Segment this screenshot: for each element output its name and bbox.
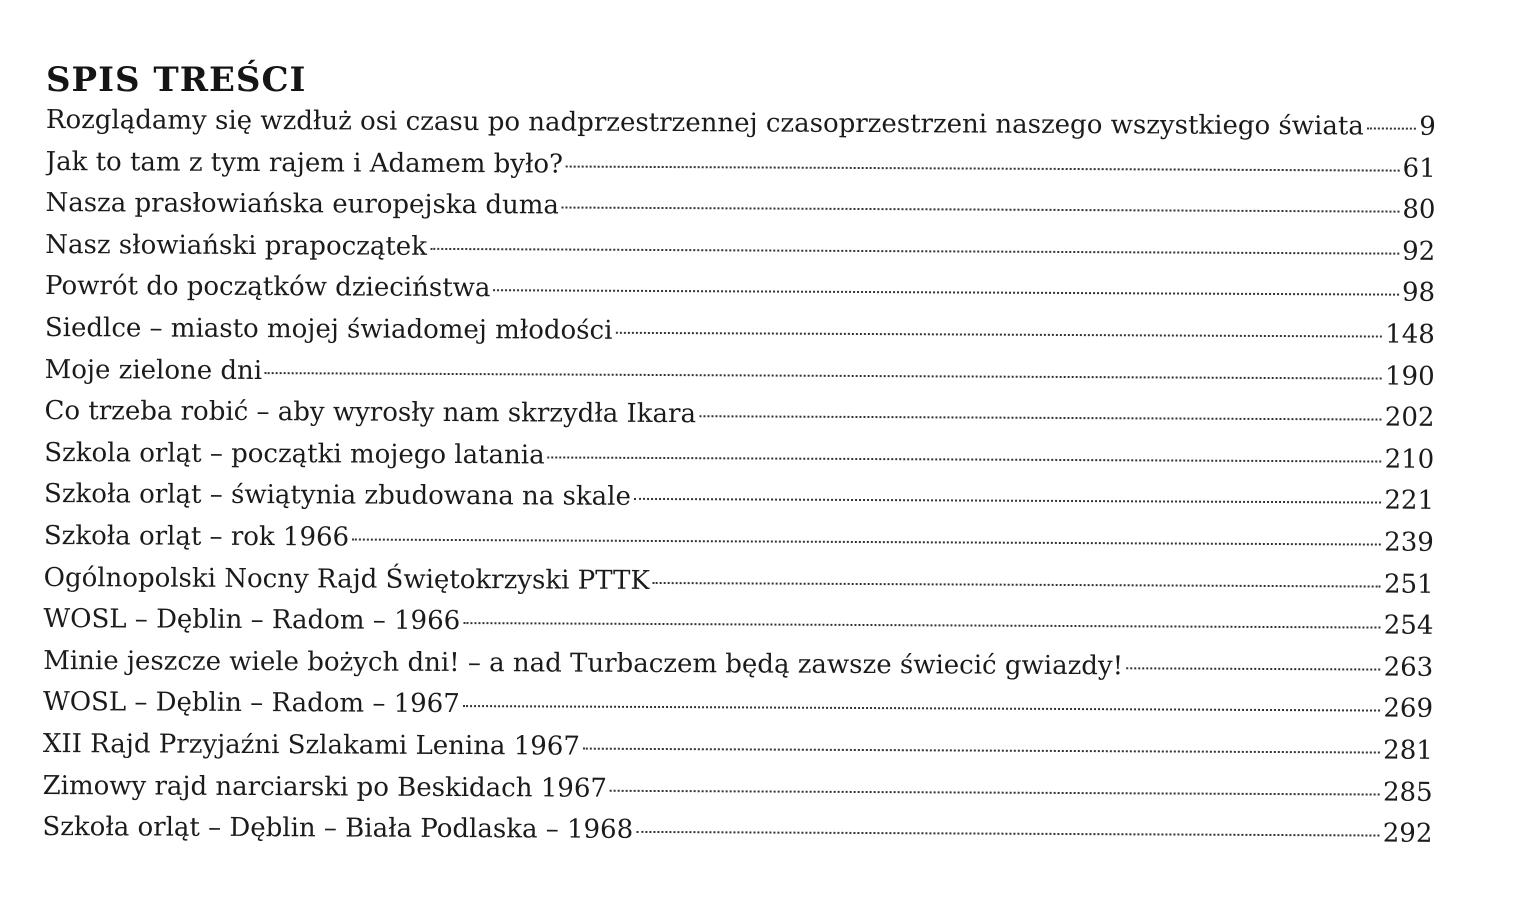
toc-entry: [44, 433, 1434, 481]
toc-entry-title: Moje zielone dni: [44, 354, 263, 386]
toc-page-number: 9: [1419, 111, 1436, 142]
toc-heading: SPIS TREŚCI: [46, 60, 307, 100]
toc-entry: [45, 266, 1435, 314]
toc-entry-title: Rozglądamy się wzdłuż osi czasu po nadprzestrzennej czasoprzestrzeni naszego wszystkiego świata: [45, 104, 1364, 142]
toc-page-number: 148: [1385, 319, 1435, 350]
dot-leader: [562, 207, 1399, 213]
dot-leader: [583, 748, 1380, 754]
toc-list: [42, 100, 1436, 855]
toc-page-number: 202: [1384, 402, 1435, 433]
dot-leader: [566, 165, 1400, 171]
dot-leader: [265, 372, 1382, 379]
toc-page-number: 92: [1402, 236, 1436, 267]
toc-entry: [44, 516, 1434, 564]
dot-leader: [634, 498, 1382, 504]
toc-entry: [43, 599, 1433, 647]
toc-page-number: 254: [1383, 610, 1434, 641]
toc-entry: [45, 225, 1435, 273]
toc-entry-title: Szkoła orląt – świątynia zbudowana na skale: [43, 479, 631, 513]
toc-page-number: 61: [1402, 153, 1436, 184]
dot-leader: [493, 290, 1399, 296]
dot-leader: [548, 456, 1382, 462]
toc-entry-title: Szkoła orląt – rok 1966: [43, 520, 350, 553]
toc-entry-title: Siedlce – miasto mojej świadomej młodości: [44, 312, 613, 346]
toc-entry-title: Zimowy rajd narciarski po Beskidach 1967: [42, 770, 608, 804]
dot-leader: [699, 415, 1382, 420]
toc-entry: [44, 558, 1434, 606]
toc-page-number: 269: [1383, 693, 1434, 725]
toc-entry-title: Nasza prasłowiańska europejska duma: [45, 188, 560, 221]
toc-entry: [45, 183, 1435, 231]
dot-leader: [653, 582, 1381, 588]
toc-entry: [45, 350, 1435, 398]
dot-leader: [610, 789, 1380, 795]
toc-entry-title: Nasz słowiański prapoczątek: [45, 229, 428, 262]
toc-entry-title: XII Rajd Przyjaźni Szlakami Lenina 1967: [42, 728, 580, 762]
toc-entry: [43, 641, 1433, 689]
toc-entry-title: Szkola orląt – początki mojego latania: [44, 437, 545, 471]
toc-entry: [44, 391, 1434, 439]
toc-entry-title: WOSL – Dęblin – Radom – 1967: [42, 687, 460, 720]
toc-entry-title: Ogólnopolski Nocny Rajd Świętokrzyski PTTK: [43, 562, 650, 596]
toc-entry: [45, 308, 1435, 356]
toc-entry: [46, 142, 1436, 190]
dot-leader: [636, 831, 1380, 837]
toc-entry: [43, 682, 1433, 730]
toc-page-number: 98: [1401, 278, 1436, 309]
toc-page-number: 281: [1383, 735, 1433, 766]
toc-page-number: 239: [1384, 527, 1434, 558]
dot-leader: [463, 622, 1381, 628]
toc-entry-title: Jak to tam z tym rajem i Adamem było?: [45, 146, 564, 180]
toc-entry: [43, 724, 1433, 772]
toc-entry-title: Powrót do początków dzieciństwa: [45, 271, 491, 304]
toc-page-number: 292: [1382, 818, 1433, 849]
dot-leader: [430, 248, 1399, 255]
toc-entry: [44, 474, 1434, 522]
toc-entry: [46, 100, 1436, 148]
toc-page-number: 263: [1383, 652, 1434, 683]
dot-leader: [1367, 127, 1417, 129]
dot-leader: [1126, 667, 1381, 670]
dot-leader: [615, 332, 1382, 338]
toc-page-number: 190: [1384, 361, 1435, 392]
toc-page-number: 210: [1384, 444, 1435, 475]
toc-page-number: 221: [1384, 485, 1435, 517]
toc-page-number: 251: [1383, 569, 1434, 600]
toc-entry: [42, 807, 1432, 855]
toc-page-number: 80: [1402, 194, 1436, 225]
toc-page-number: 285: [1382, 777, 1433, 808]
toc-entry: [43, 765, 1433, 813]
toc-entry-title: Minie jeszcze wiele bożych dni! – a nad Turbaczem będą zawsze świecić gwiazdy!: [43, 645, 1124, 681]
toc-entry-title: Szkoła orląt – Dęblin – Biała Podlaska – 1968: [42, 812, 634, 845]
toc-entry-title: Co trzeba robić – aby wyrosły nam skrzydła Ikara: [44, 396, 697, 430]
toc-entry-title: WOSL – Dęblin – Radom – 1966: [43, 604, 461, 637]
dot-leader: [463, 705, 1381, 711]
dot-leader: [352, 538, 1381, 545]
